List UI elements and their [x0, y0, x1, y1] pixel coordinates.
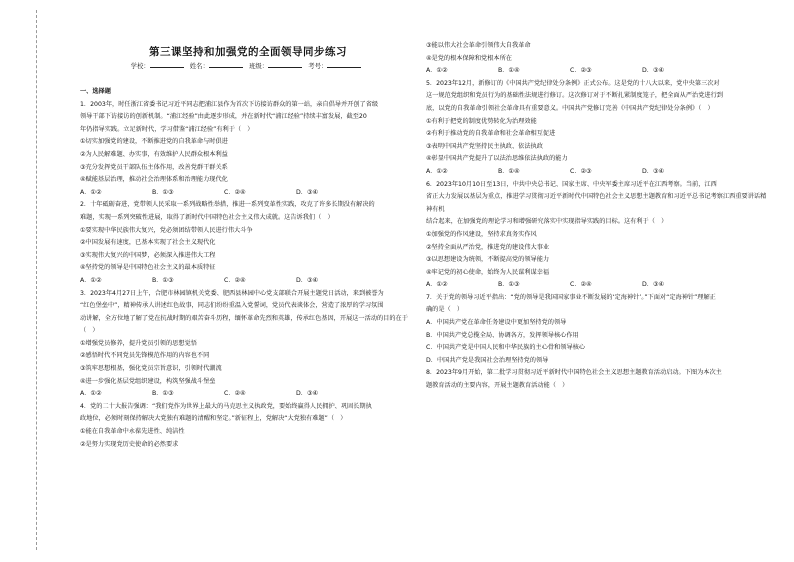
question-stem-line: 领导干部下访接访的创新机制。“浦江经验”由此逐步形成，并在新时代“浦江经验”持续丰富发展，截至20	[80, 113, 367, 121]
question-stem-line: 政地位，必须时刻保持解决大党独有难题的清醒和坚定。”新征程上，党解决“大党独有难题”（ ）	[80, 415, 347, 423]
question-stem-line: 结合起来，在加强党的理论学习和增强研究落实中实现指导实践的目标。这有利于（ ）	[426, 218, 668, 226]
statement-item: ①加强党的作风建设，坚持求真务实作风	[426, 230, 537, 238]
question-stem-line: 2．十年砥砺奋进，党带领人民采取一系列战略性举措，推进一系列变革性实践，攻克了许多长期没有解决的	[80, 201, 375, 209]
choice-option[interactable]: A．中国共产党在革命任务建设中更加坚持党的领导	[426, 319, 567, 327]
option-a[interactable]: A．①②	[80, 390, 102, 398]
question-stem-line: 1．2003年，时任浙江省委书记习近平同志把浦江县作为首次下访接访群众的第一站，亲自倡导并开创了省级	[80, 100, 379, 108]
question-3	[80, 288, 416, 401]
choice-option[interactable]: B．中国共产党总揽全局、协调各方，发挥领导核心作用	[426, 331, 579, 339]
statement-item: ②中国发展有速度，已基本实现了社会主义现代化	[80, 239, 216, 247]
statement-item: ③以思想建设为统领，不断提高党的领导能力	[426, 256, 550, 264]
option-c[interactable]: C．②③	[570, 67, 592, 75]
statement-item: ②感悟时代不同党员先锋模范作用的内容也不同	[80, 352, 210, 360]
question-stem-line: 5．2023年12月，新修订的《中国共产党纪律处分条例》正式公布。这是党的十八大以来，党中央第三次对	[426, 79, 720, 87]
option-b[interactable]: B．①③	[152, 188, 174, 196]
statement-item: ②坚持全面从严治党，推进党的建设伟大事业	[426, 243, 550, 251]
question-4	[80, 401, 416, 451]
choice-option[interactable]: D．中国共产党是我国社会治理坚持党的领导	[426, 356, 549, 364]
question-4-continued	[426, 40, 771, 78]
statement-item: ④坚持党的领导是中国特色社会主义的最本质特征	[80, 264, 216, 272]
statement-item: ③充分发挥党员干部队伍主体作用，改善党群干群关系	[80, 163, 228, 171]
answer-options	[80, 388, 416, 401]
option-b[interactable]: B．①④	[498, 167, 520, 175]
question-stem-line: “红色堡垒中”，精神传承人讲述红色故事，同志们纷纷重温入党誓词，党员代表谈体会，营造了浓厚的学习氛围	[80, 302, 384, 310]
question-stem-line: 年仍指导实践。立足新时代，学习借鉴“浦江经验”有利于（ ）	[80, 125, 254, 133]
option-d[interactable]: D．③④	[642, 167, 665, 175]
question-stem-line: 4．党的二十大报告强调：“我们党作为世界上最大的马克思主义执政党，要始终赢得人民拥护、巩固长期执	[80, 402, 372, 410]
option-b[interactable]: B．①③	[498, 281, 520, 289]
question-stem-line: 3．2023年4月27日上午，合肥市林园镇机关党委、肥西县林园中心党支部联合开展主题党日活动，来到被誉为	[80, 289, 384, 297]
option-b[interactable]: B．①③	[152, 390, 174, 398]
statement-item: ②为人民解难题、办实事，有效维护人民群众根本利益	[80, 150, 228, 158]
section-heading: 一、选择题	[80, 88, 111, 95]
question-stem-line: 难题，实现一系列突破性进展，取得了新时代中国特色社会主义伟大成就。这告诉我们（ ）	[80, 213, 334, 221]
statement-item: ①增强党员修养，提升党员引领的思想觉悟	[80, 339, 197, 347]
question-stem-line: 动讲解，全方位地了解了党在抗战时期的艰苦奋斗历程，缅怀革命先烈和英雄，传承红色基因，开展这一活动的目的在于（ ）	[80, 314, 408, 335]
question-stem-line: 确的是（ ）	[426, 306, 464, 314]
option-d[interactable]: D．③④	[296, 390, 319, 398]
question-stem-line: 省正大力发展以基层为重点，推进学习贯彻习近平新时代中国特色社会主义思想主题教育和习近平总书记考察江西重要讲话精神有机	[426, 193, 767, 213]
option-a[interactable]: A．①②	[80, 276, 102, 284]
statement-item: ④赋能基层治理，推动社会治理体系和治理能力现代化	[80, 176, 228, 184]
option-a[interactable]: A．①②	[426, 67, 448, 75]
statement-item: ③筑牢思想根基，强化党员宗旨意识，引领时代潮流	[80, 365, 222, 373]
question-8	[426, 367, 771, 392]
question-1	[80, 99, 416, 200]
class-blank[interactable]	[268, 60, 302, 68]
statement-item: ④彰显中国共产党提升了以法治思维依法执政的能力	[426, 155, 568, 163]
option-c[interactable]: C．②④	[224, 276, 246, 284]
binding-line	[14, 10, 37, 550]
question-6	[426, 179, 771, 292]
question-2	[80, 199, 416, 287]
answer-options	[80, 275, 416, 288]
option-a[interactable]: A．①②	[80, 188, 102, 196]
question-7	[426, 292, 771, 368]
question-stem-line: 8．2023年9月开始，第二批学习贯彻习近平新时代中国特色社会主义思想主题教育活动启动。下图为本次主	[426, 369, 722, 377]
statement-item: ②是努力实现党历史使命的必然要求	[80, 440, 179, 448]
question-5	[426, 78, 771, 179]
statement-item: ④进一步强化基层党组织建设，构筑坚强战斗堡垒	[80, 377, 216, 385]
option-b[interactable]: B．①④	[498, 67, 520, 75]
statement-item: ②有利于推动党的自我革命和社会革命相互促进	[426, 130, 556, 138]
student-info	[80, 60, 416, 70]
name-label: 姓名：	[189, 62, 209, 70]
school-blank[interactable]	[150, 60, 184, 68]
option-d[interactable]: D．③④	[642, 281, 665, 289]
name-blank[interactable]	[209, 60, 243, 68]
option-c[interactable]: C．②③	[570, 167, 592, 175]
question-stem-line: 7．关于党的领导习近平指出：“党的领导是我国国家事业不断发展的‘定海神针’。”下面对“定海神针”理解正	[426, 293, 716, 301]
statement-item: ①切实加强党的建设，不断推进党的自我革命与时俱进	[80, 138, 228, 146]
answer-options	[426, 279, 771, 292]
school-label: 学校：	[130, 62, 150, 70]
option-c[interactable]: C．②④	[224, 390, 246, 398]
option-a[interactable]: A．①②	[426, 167, 448, 175]
question-stem-line: 底，以党的自我革命引领社会革命具有重要意义。中国共产党修订完善《中国共产党纪律处分条例》（ ）	[426, 104, 714, 112]
option-a[interactable]: A．①②	[426, 281, 448, 289]
choice-option[interactable]: C．中国共产党是中国人民和中华民族的主心骨和领导核心	[426, 344, 586, 352]
statement-item: ①要实现中华民族伟大复兴，党必须团结带领人民进行伟大斗争	[80, 226, 253, 234]
exam-no-label: 考号：	[308, 62, 328, 70]
statement-item: ①有利于把党的制度优势转化为治理效能	[426, 117, 537, 125]
option-d[interactable]: D．③④	[642, 67, 665, 75]
page-title: 第三课坚持和加强党的全面领导同步练习	[149, 46, 347, 58]
question-stem-line: 题教育活动的主要内容，开展主题教育活动能（ ）	[426, 382, 569, 390]
option-d[interactable]: D．③④	[296, 276, 319, 284]
option-d[interactable]: D．③④	[296, 188, 319, 196]
option-c[interactable]: C．②④	[224, 188, 246, 196]
class-label: 班级：	[249, 62, 269, 70]
statement-item: ③实现伟大复兴的中国梦，必须深入推进伟大工程	[80, 251, 216, 259]
question-stem-line: 这一规范党组织和党员行为的基础性法规进行修订。这次修订对于不断扎紧制度笼子，把全面从严治党进行到	[426, 92, 723, 100]
option-c[interactable]: C．②④	[570, 281, 592, 289]
statement-item: ④牢记党的初心使命，始终为人民谋利谋幸福	[426, 268, 550, 276]
statement-item: ④是党的根本保障和党根本所在	[426, 54, 512, 62]
statement-item: ③能以伟大社会革命引领伟大自我革命	[426, 42, 531, 49]
statement-item: ③表明中国共产党坚持民主执政、依法执政	[426, 142, 543, 150]
answer-options	[426, 65, 771, 78]
option-b[interactable]: B．①③	[152, 276, 174, 284]
statement-item: ①能在自我革命中永葆先进性、纯洁性	[80, 428, 185, 436]
answer-options	[80, 187, 416, 200]
exam-no-blank[interactable]	[327, 60, 361, 68]
question-stem-line: 6．2023年10月10日至13日，中共中央总书记、国家主席、中央军委主席习近平在江西考察。当前，江西	[426, 180, 717, 188]
answer-options	[426, 166, 771, 179]
